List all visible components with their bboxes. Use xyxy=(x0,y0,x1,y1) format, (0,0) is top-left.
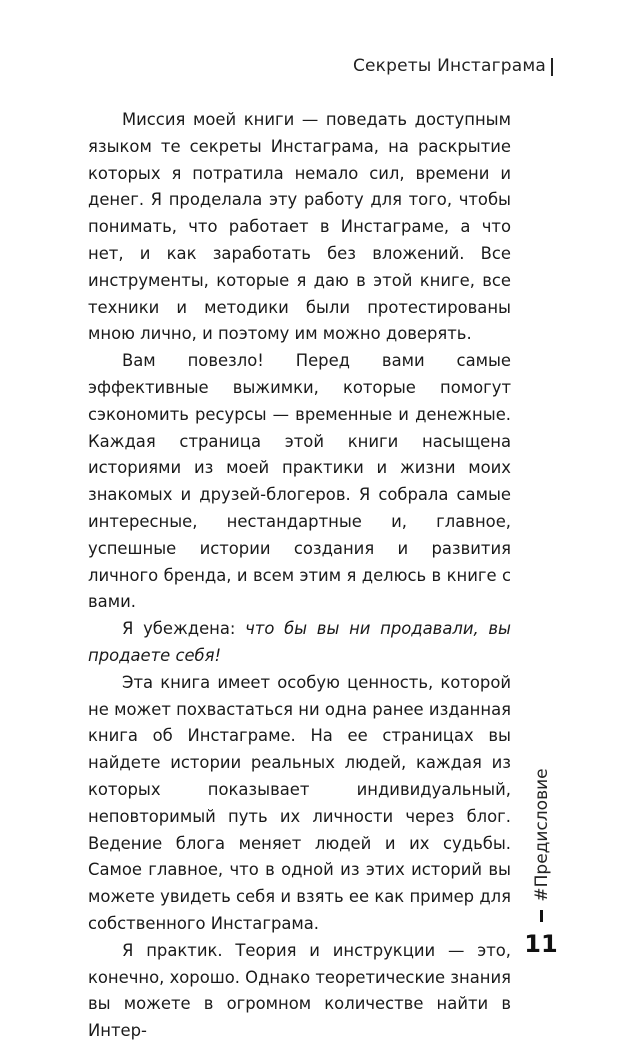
section-side-label xyxy=(529,765,555,905)
paragraph-practice: Я практик. Теория и инструкции — это, конечно, хорошо. Однако теоретические знания вы можете в огромном количестве найти в Интер- xyxy=(88,940,511,1041)
belief-italic: что бы вы ни продавали, вы продаете себя! xyxy=(88,619,512,665)
belief-lead: Я убеждена: xyxy=(122,619,246,639)
header-divider xyxy=(551,58,553,76)
paragraph-value: Эта книга имеет особую ценность, которой не может похвастаться ни одна ранее изданная книга об Инстаграме. На ее страницах вы найдете истории реальных людей, каждая из которых показывает индивидуальный, неповторимый путь их личности через блог. Ведение блога меняет людей и их судьбы. Самое главное, что в одной из этих историй вы можете увидеть себя и взять ее как пример для собственного Инстаграма. xyxy=(88,672,511,933)
paragraph-mission: Миссия моей книги — поведать доступным языком те секреты Инстаграма, на раскрытие которых я потратила немало сил, времени и денег. Я проделала эту работу для того, чтобы понимать, что работает в Инстаграме, а что нет, и как заработать без вложений. Все инструменты, которые я даю в этой книге, все техники и методики были протестированы мною лично, и поэтому им можно доверять. xyxy=(88,110,511,344)
running-header-title: Секреты Инстаграма xyxy=(352,56,546,76)
section-title: #Предисловие xyxy=(532,768,552,902)
page-number: 11 xyxy=(524,930,558,958)
paragraph-belief xyxy=(88,616,511,670)
paragraph-lucky: Вам повезло! Перед вами самые эффективные выжимки, которые помогут сэкономить ресурсы — временные и денежные. Каждая страница этой книги насыщена историями из моей практики и жизни моих знакомых и друзей-блогеров. Я собрала самые интересные, нестандартные и, главное, успешные истории создания и развития личного бренда, и всем этим я делюсь в книге с вами. xyxy=(88,351,511,612)
page-text xyxy=(88,107,511,1045)
side-divider xyxy=(540,910,543,922)
